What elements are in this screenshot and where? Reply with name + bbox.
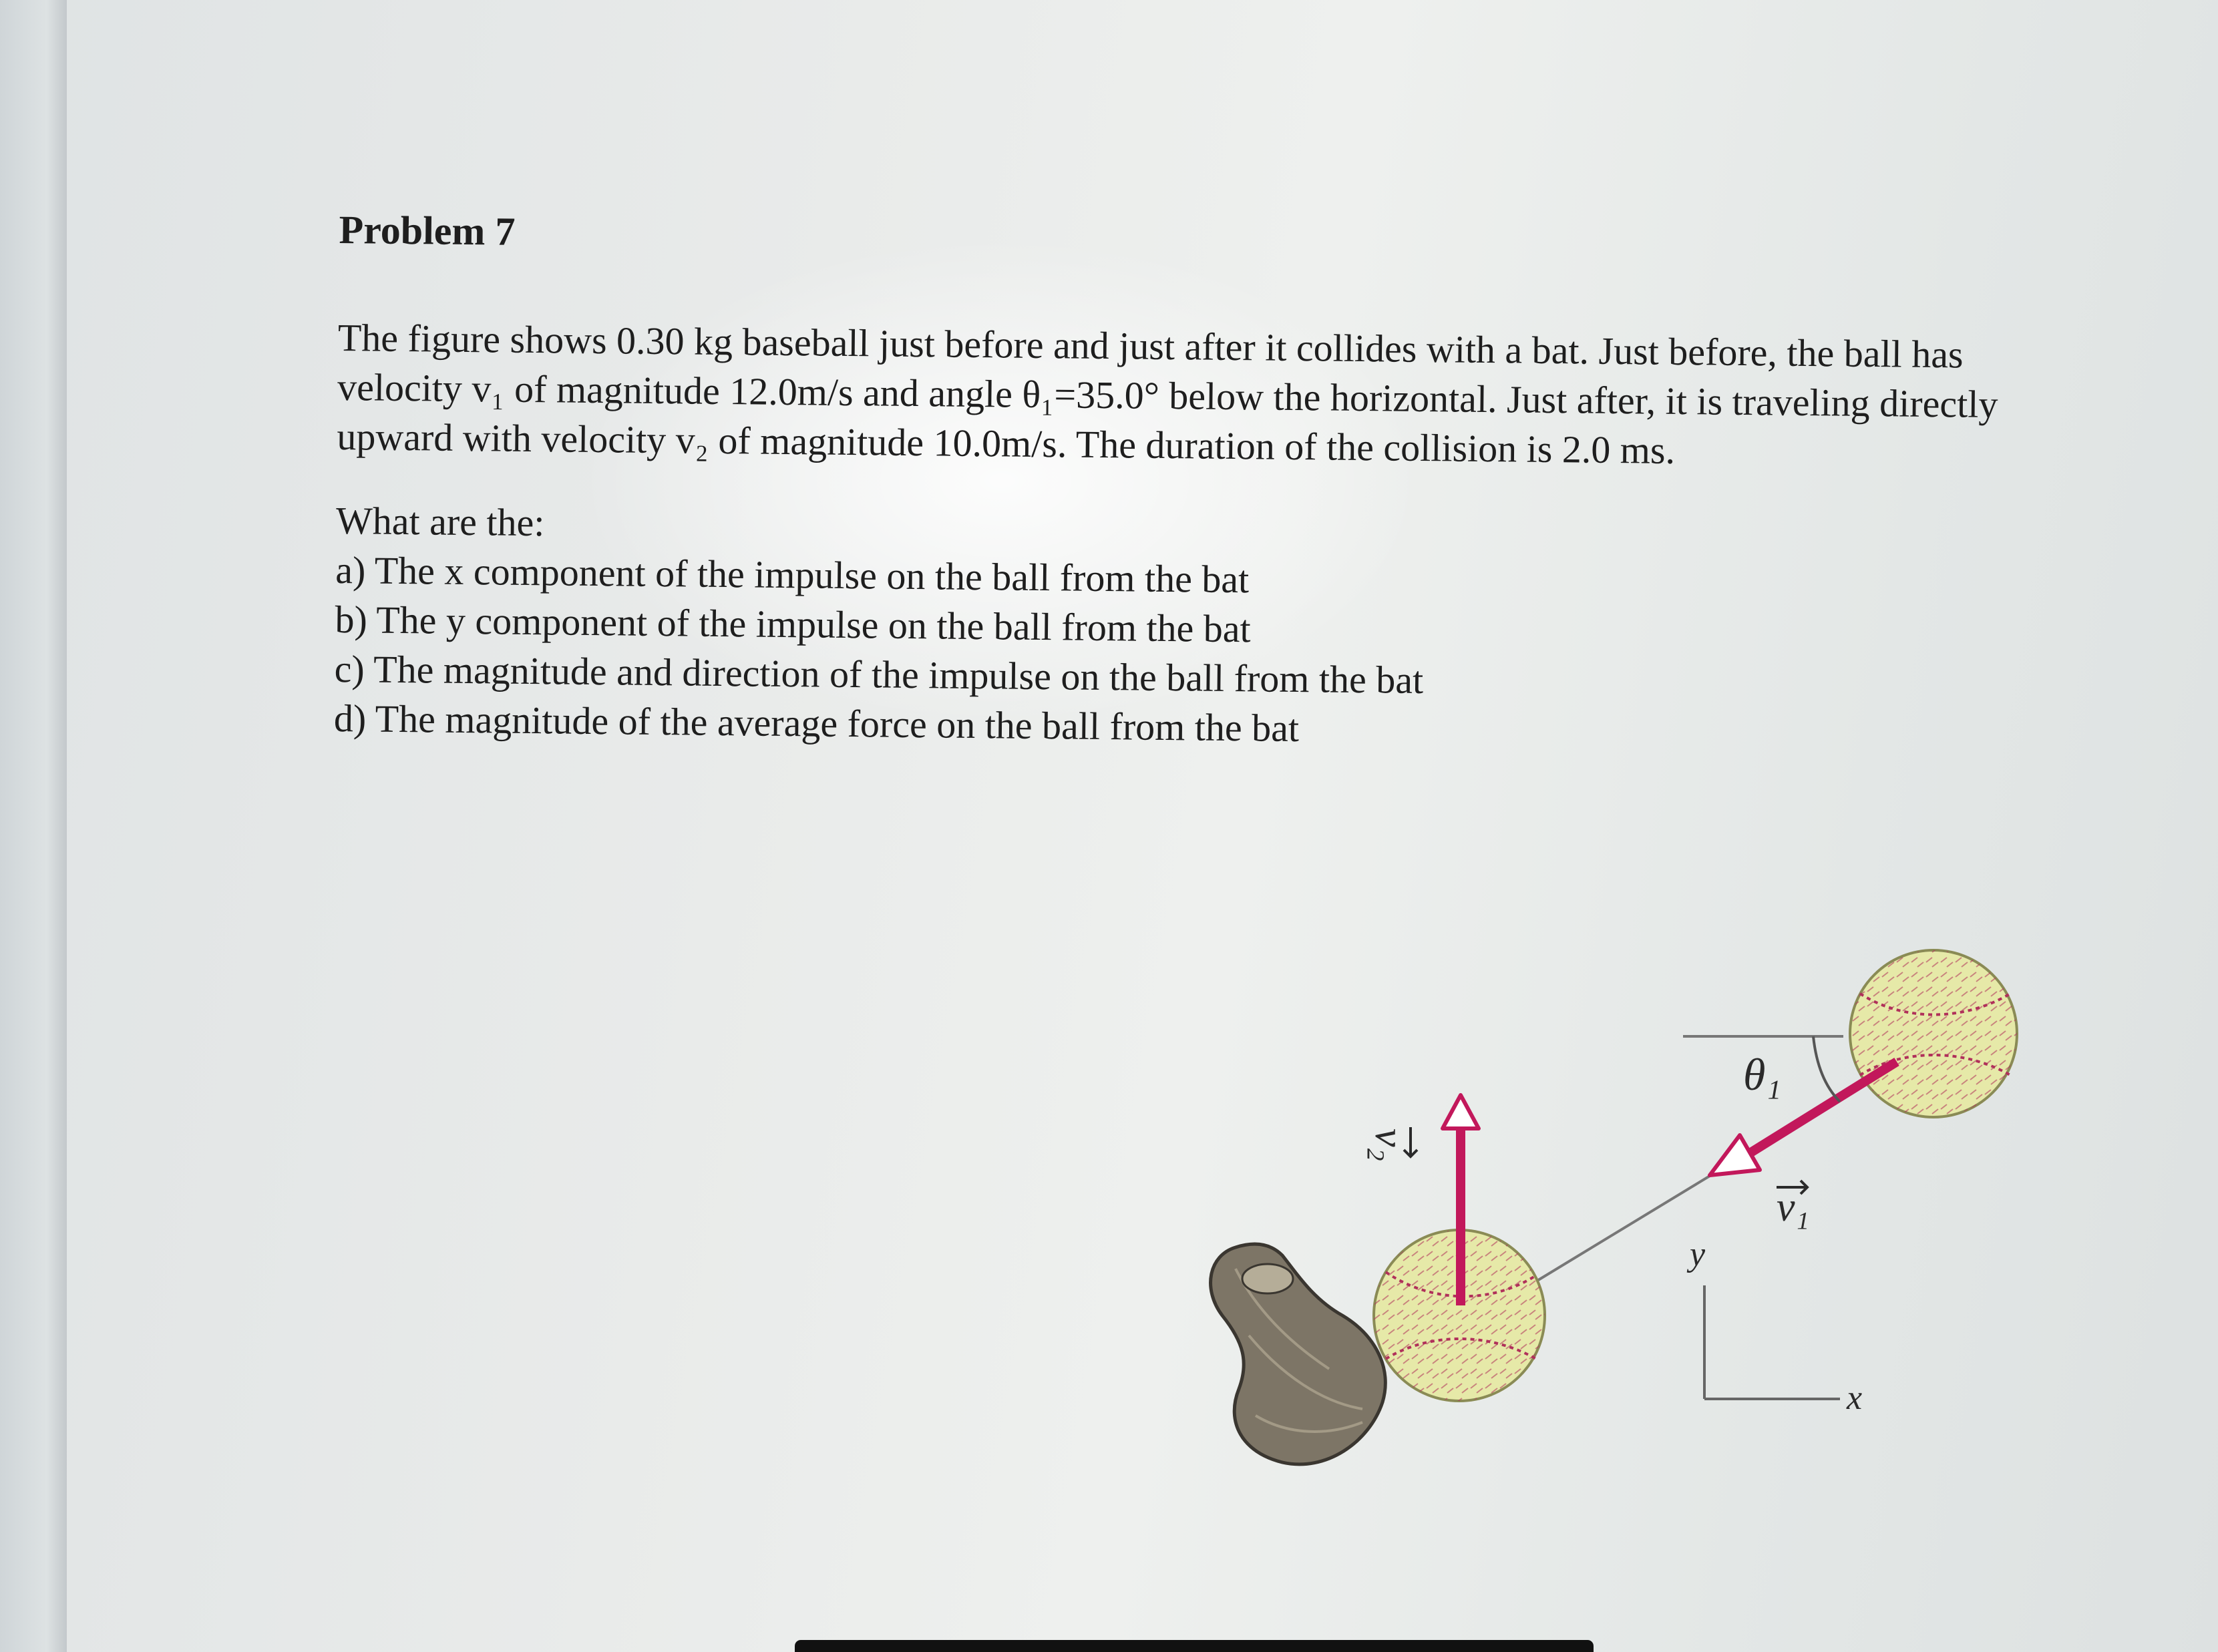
v1-label-text: v₁ — [1777, 1185, 1810, 1230]
v2-label — [1366, 1127, 1417, 1161]
theta-arc — [1813, 1036, 1840, 1102]
axes — [1704, 1285, 1840, 1399]
theta-label-text: θ₁ — [1743, 1049, 1782, 1100]
question-c: c) The magnitude and direction of the impulse on the ball from the bat — [334, 646, 1424, 702]
question-a: a) The x component of the impulse on the ball from the bat — [335, 548, 1250, 602]
question-intro: What are the: — [335, 498, 545, 545]
v1-label — [1777, 1181, 1809, 1230]
x-axis-label: x — [1847, 1379, 1863, 1417]
bat — [1211, 1244, 1386, 1464]
v1-arrow — [1710, 1062, 1897, 1175]
home-indicator-bar — [795, 1640, 1594, 1652]
problem-title: Problem 7 — [339, 207, 516, 254]
question-b: b) The y component of the impulse on the ball from the bat — [335, 597, 1252, 651]
v2-label-text: v₂ — [1366, 1128, 1412, 1162]
question-d: d) The magnitude of the average force on the ball from the bat — [333, 696, 1300, 751]
problem-statement: The figure shows 0.30 kg baseball just before and just after it collides with a bat. Just before, the ball has velocity v₁ of magnitude 12.0m/s and angle θ₁=35.0° below the horizontal. Just after, it is traveling directly upward with velocity v₂ of magnitude 10.0m/s. The duration of the collision is 2.0 ms. — [337, 315, 1998, 472]
y-axis-label: y — [1690, 1235, 1706, 1273]
ball-before — [1850, 950, 2017, 1117]
theta-label — [1743, 1049, 1781, 1100]
